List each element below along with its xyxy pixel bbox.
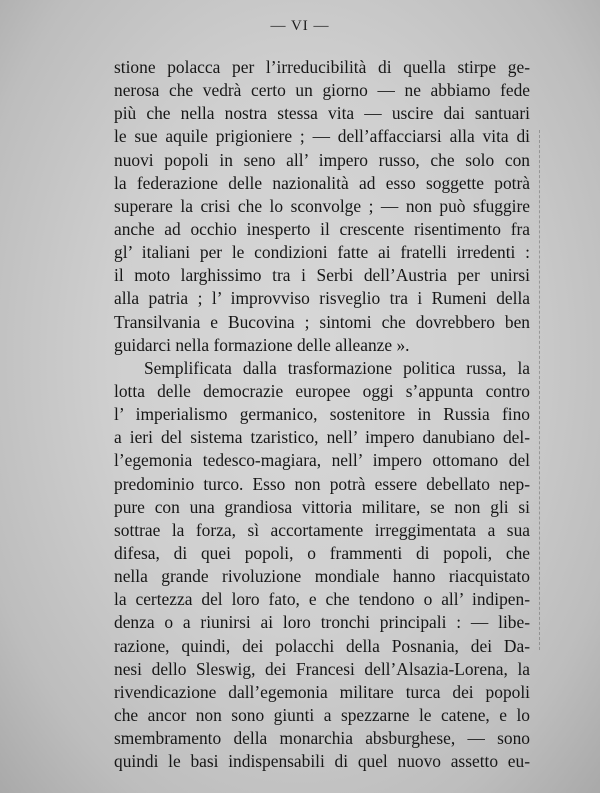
text-line: alla patria ; l’ improvviso risveglio tra i Rumeni della [114,288,530,309]
fold-shadow [539,130,542,650]
text-line: superare la crisi che lo sconvolge ; — non può sfuggire [114,195,530,216]
text-line: stione polacca per l’irreducibilità di quella stirpe ge- [114,57,530,77]
text-line: razione, quindi, dei polacchi della Posnania, dei Da- [114,635,530,656]
text-line: nuovi popoli in seno all’ impero russo, che solo con [114,149,530,170]
text-line: difesa, di quei popoli, o frammenti di popoli, che [114,542,530,563]
paragraph-2 [114,357,530,774]
text-line: smembramento della monarchia absburghese, — sono [114,728,530,749]
text-line: l’egemonia tedesco-magiara, nell’ impero ottomano del [114,450,530,471]
page-number: — VI — [270,18,330,34]
text-line: denza o a riunirsi ai loro tronchi principali : — libe- [114,612,530,633]
text-line: la certezza del loro fato, e che tendono o all’ indipen- [114,589,530,610]
text-line: guidarci nella formazione delle alleanze ». [114,334,410,355]
text-line: più che nella nostra stessa vita — uscire dai santuari [114,103,530,124]
text-line: rivendicazione dall’egemonia militare turca dei popoli [114,681,530,702]
text-line: predominio turco. Esso non potrà essere debellato nep- [114,473,530,494]
body-text [114,56,530,773]
text-line: anche ad occhio inesperto il crescente risentimento fra [114,218,530,239]
text-line: Semplificata dalla trasformazione politica russa, la [144,357,530,378]
text-line: nerosa che vedrà certo un giorno — ne abbiamo fede [114,80,530,101]
text-line: che ancor non sono giunti a spezzarne le catene, e lo [114,704,530,725]
text-line: le sue aquile prigioniere ; — dell’affacciarsi alla vita di [114,126,530,147]
text-line: gl’ italiani per le condizioni fatte ai fratelli irredenti : [114,242,530,263]
paragraph-1 [114,56,530,357]
text-line: lotta delle democrazie europee oggi s’appunta contro [114,380,530,401]
text-line: sottrae la forza, sì accortamente irreggimentata a sua [114,519,530,540]
text-line: pure con una grandiosa vittoria militare, se non gli si [114,496,530,517]
text-line: l’ imperialismo germanico, sostenitore in Russia fino [114,404,530,425]
text-line: Transilvania e Bucovina ; sintomi che dovrebbero ben [114,311,530,332]
text-line: nesi dello Sleswig, dei Francesi dell’Alsazia-Lorena, la [114,658,530,679]
text-line: quindi le basi indispensabili di quel nuovo assetto eu- [114,751,530,772]
text-line: a ieri del sistema tzaristico, nell’ impero danubiano del- [114,427,530,448]
text-line: la federazione delle nazionalità ad esso soggette potrà [114,172,530,193]
text-line: nella grande rivoluzione mondiale hanno riacquistato [114,566,530,587]
text-line: il moto larghissimo tra i Serbi dell’Austria per unirsi [114,265,530,286]
